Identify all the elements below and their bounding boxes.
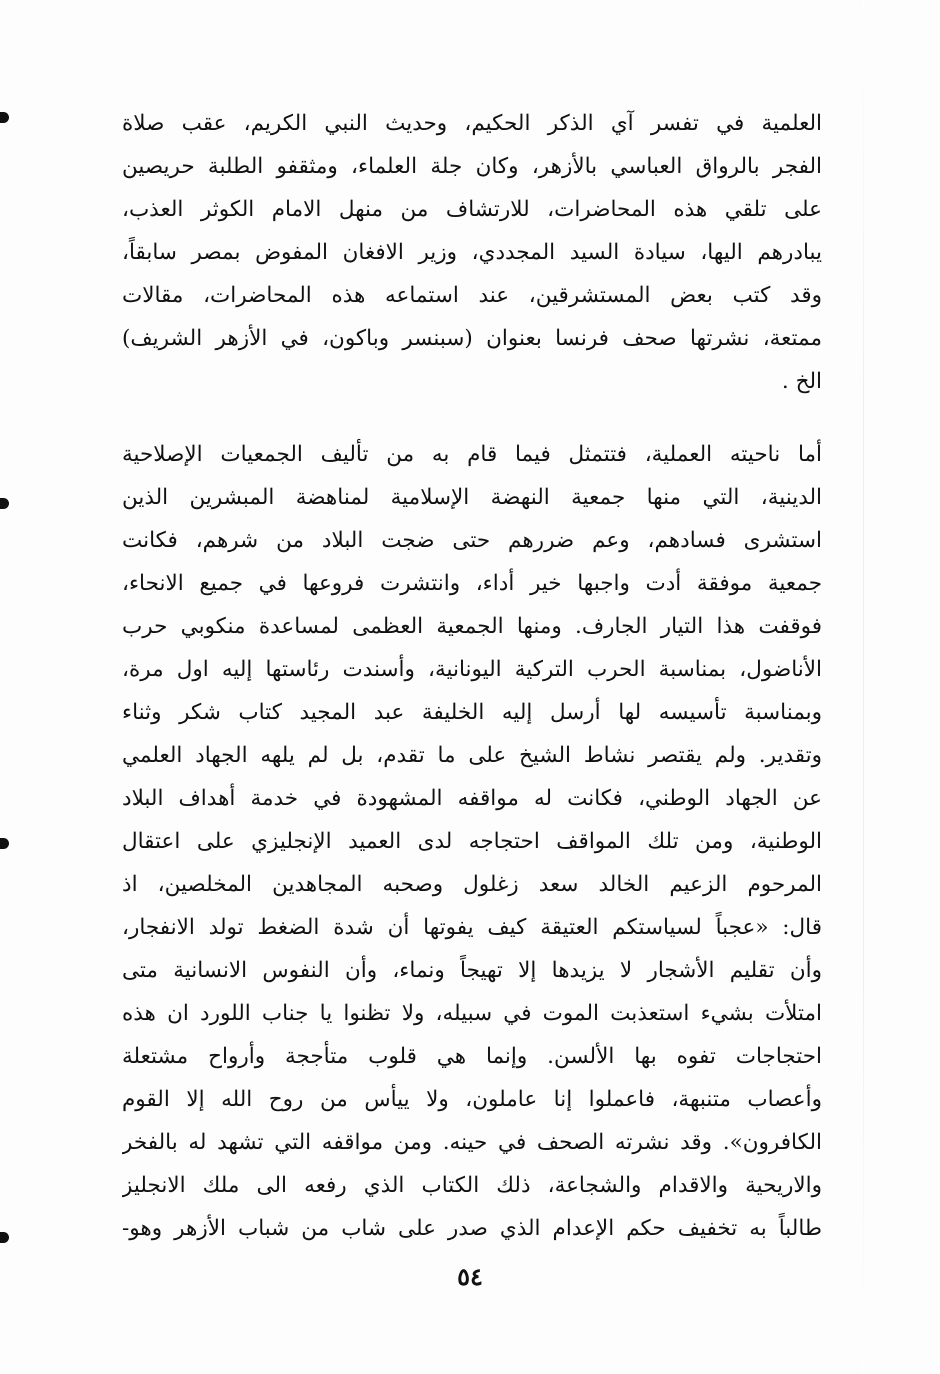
text-line: يبادرهم اليها، سيادة السيد المجددي، وزير الافغان المفوض بمصر سابقاً،: [122, 240, 822, 265]
text-line: قال: «عجباً لسياستكم العتيقة كيف يفوتها أن شدة الضغط تولد الانفجار،: [122, 915, 822, 940]
text-line: الوطنية، ومن تلك المواقف احتجاجه لدى العميد الإنجليزي على اعتقال: [122, 829, 822, 854]
paragraph-2: [122, 433, 822, 1250]
text-line: وبمناسبة تأسيسه لها أرسل إليه الخليفة عبد المجيد كتاب شكر وثناء: [122, 700, 822, 725]
text-line: عن الجهاد الوطني، فكانت له مواقفه المشهودة في خدمة أهداف البلاد: [122, 786, 822, 811]
text-line: الخ .: [781, 369, 822, 394]
paragraph-1: [122, 102, 822, 403]
page-fold-shadow: [863, 0, 864, 1374]
binding-mark: [0, 498, 9, 509]
text-line: وأعصاب متنبهة، فاعملوا إنا عاملون، ولا ييأس من روح الله إلا القوم: [122, 1087, 822, 1112]
text-line: على تلقي هذه المحاضرات، للارتشاف من منهل الامام الكوثر العذب،: [122, 197, 822, 222]
binding-mark: [0, 1232, 9, 1243]
text-line: طالباً به تخفيف حكم الإعدام الذي صدر على شاب من شباب الأزهر وهو-: [122, 1216, 822, 1241]
text-line: والاريحية والاقدام والشجاعة، ذلك الكتاب الذي رفعه الى ملك الانجليز: [122, 1173, 822, 1198]
text-line: احتجاجات تفوه بها الألسن. وإنما هي قلوب متأججة وأرواح مشتعلة: [122, 1044, 822, 1069]
text-line: امتلأت بشيء استعذبت الموت في سبيله، ولا تظنوا يا جناب اللورد ان هذه: [122, 1001, 822, 1026]
binding-mark: [0, 838, 9, 849]
text-line: ممتعة، نشرتها صحف فرنسا بعنوان (سبنسر وباكون، في الأزهر الشريف): [122, 326, 822, 351]
text-line: وأن تقليم الأشجار لا يزيدها إلا تهيجاً ونماء، وأن النفوس الانسانية متى: [122, 958, 822, 983]
text-line: المرحوم الزعيم الخالد سعد زغلول وصحبه المجاهدين المخلصين، اذ: [122, 872, 822, 897]
text-line: وتقدير. ولم يقتصر نشاط الشيخ على ما تقدم، بل لم يلهه الجهاد العلمي: [122, 743, 822, 768]
binding-mark: [0, 112, 9, 123]
text-line: العلمية في تفسر آي الذكر الحكيم، وحديث النبي الكريم، عقب صلاة: [122, 111, 822, 136]
text-line: جمعية موفقة أدت واجبها خير أداء، وانتشرت فروعها في جميع الانحاء،: [122, 571, 822, 596]
text-line: الأناضول، بمناسبة الحرب التركية اليونانية، وأسندت رئاستها إليه اول مرة،: [122, 657, 822, 682]
text-line: الدينية، التي منها جمعية النهضة الإسلامية لمناهضة المبشرين الذين: [122, 485, 822, 510]
text-line: أما ناحيته العملية، فتتمثل فيما قام به من تأليف الجمعيات الإصلاحية: [122, 442, 822, 467]
text-line: فوقفت هذا التيار الجارف. ومنها الجمعية العظمى لمساعدة منكوبي حرب: [122, 614, 822, 639]
text-line: وقد كتب بعض المستشرقين، عند استماعه هذه المحاضرات، مقالات: [122, 283, 822, 308]
page-number: ٥٤: [457, 1262, 483, 1291]
text-line: الكافرون». وقد نشرته الصحف في حينه. ومن مواقفه التي تشهد له بالفخر: [122, 1130, 822, 1155]
text-line: استشرى فسادهم، وعم ضررهم حتى ضجت البلاد من شرهم، فكانت: [122, 528, 822, 553]
text-line: الفجر بالرواق العباسي بالأزهر، وكان جلة العلماء، ومثقفو الطلبة حريصين: [122, 154, 822, 179]
